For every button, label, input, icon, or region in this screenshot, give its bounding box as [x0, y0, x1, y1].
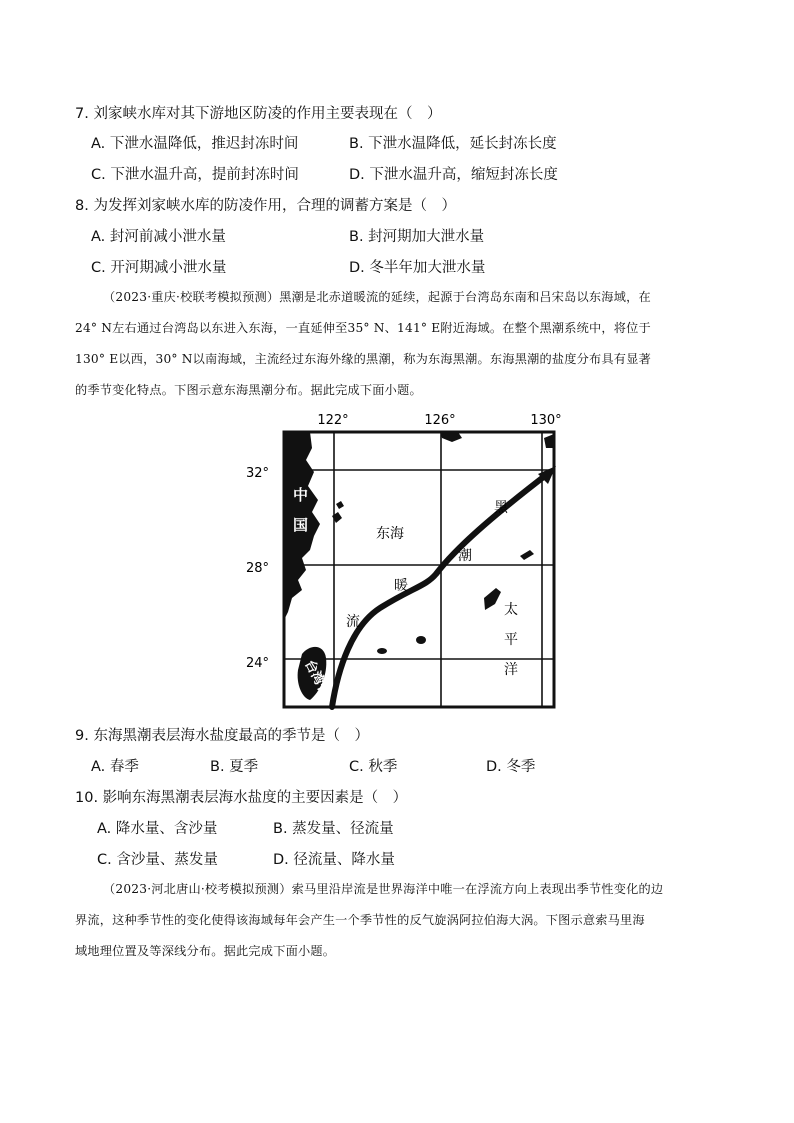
intro-2-line-3: 域地理位置及等深线分布。据此完成下面小题。: [75, 944, 336, 958]
pacific-label-char-1: 太: [504, 602, 518, 618]
intro-1-line-3: 130° E以西，30° N以南海域，主流经过东海外缘的黑潮，称为东海黑潮。东海黑潮的盐度分布具有显著: [75, 352, 651, 366]
intro-2-line-1: （2023·河北唐山·校考模拟预测）索马里沿岸流是世界海洋中唯一在浮流方向上表现出季节性变化的边: [103, 882, 664, 896]
intro-1-line-4: 的季节变化特点。下图示意东海黑潮分布。据此完成下面小题。: [75, 383, 422, 397]
q10-option-c[interactable]: C. 含沙量、蒸发量: [97, 852, 218, 868]
pacific-label-char-2: 平: [504, 632, 518, 648]
lon-label-130: 130°: [530, 413, 562, 428]
lon-label-126: 126°: [424, 413, 456, 428]
small-island: [377, 648, 387, 654]
pacific-label-char-3: 洋: [504, 662, 518, 678]
q8-option-d[interactable]: D. 冬半年加大泄水量: [349, 260, 486, 276]
q10-option-d[interactable]: D. 径流量、降水量: [273, 852, 395, 868]
q9-stem: 9. 东海黑潮表层海水盐度最高的季节是（ ）: [75, 728, 369, 744]
q7-option-c[interactable]: C. 下泄水温升高，提前封冻时间: [91, 167, 299, 183]
q7-option-d[interactable]: D. 下泄水温升高，缩短封冻长度: [349, 167, 558, 183]
intro-1-line-2: 24° N左右通过台湾岛以东进入东海，一直延伸至35° N、141° E附近海域。在整个黑潮系统中，将位于: [75, 321, 651, 335]
small-island: [416, 636, 426, 644]
q8-option-c[interactable]: C. 开河期减小泄水量: [91, 260, 227, 276]
lon-label-122: 122°: [317, 413, 349, 428]
q7-option-a[interactable]: A. 下泄水温降低，推迟封冻时间: [91, 136, 299, 152]
q7-option-b[interactable]: B. 下泄水温降低，延长封冻长度: [349, 136, 557, 152]
intro-2-line-2: 界流，这种季节性的变化使得该海域每年会产生一个季节性的反气旋涡阿拉伯海大涡。下图示意索马里海: [75, 913, 645, 927]
q10-stem: 10. 影响东海黑潮表层海水盐度的主要因素是（ ）: [75, 790, 408, 806]
intro-paragraph-2: [75, 874, 725, 967]
china-label-char-2: 国: [293, 516, 309, 534]
q8-option-b[interactable]: B. 封河期加大泄水量: [349, 229, 485, 245]
q9-option-a[interactable]: A. 春季: [91, 759, 139, 775]
map-svg: [240, 408, 580, 713]
q9-option-c[interactable]: C. 秋季: [349, 759, 398, 775]
q7-stem: 7. 刘家峡水库对其下游地区防凌的作用主要表现在（ ）: [75, 106, 442, 122]
lat-label-24: 24°: [246, 656, 270, 671]
q10-option-b[interactable]: B. 蒸发量、径流量: [273, 821, 394, 837]
current-label-char-3: 暖: [394, 578, 408, 594]
current-label-char-4: 流: [346, 614, 360, 630]
east-china-sea-map: [240, 408, 580, 713]
q9-option-b[interactable]: B. 夏季: [210, 759, 259, 775]
current-label-char-2: 潮: [458, 548, 472, 564]
q8-option-a[interactable]: A. 封河前减小泄水量: [91, 229, 226, 245]
q10-option-a[interactable]: A. 降水量、含沙量: [97, 821, 218, 837]
taiwan-label: 台湾省: [301, 657, 333, 700]
intro-paragraph-1: [75, 282, 725, 406]
lat-label-28: 28°: [246, 561, 270, 576]
east-sea-label: 东海: [376, 526, 404, 542]
lat-label-32: 32°: [246, 466, 270, 481]
q8-stem: 8. 为发挥刘家峡水库的防凌作用，合理的调蓄方案是（ ）: [75, 198, 456, 214]
intro-1-line-1: （2023·重庆·校联考模拟预测）黑潮是北赤道暖流的延续，起源于台湾岛东南和吕宋岛以东海域，在: [103, 290, 651, 304]
current-label-char-1: 黑: [494, 500, 508, 516]
q9-option-d[interactable]: D. 冬季: [486, 759, 536, 775]
china-label-char-1: 中: [293, 486, 309, 504]
